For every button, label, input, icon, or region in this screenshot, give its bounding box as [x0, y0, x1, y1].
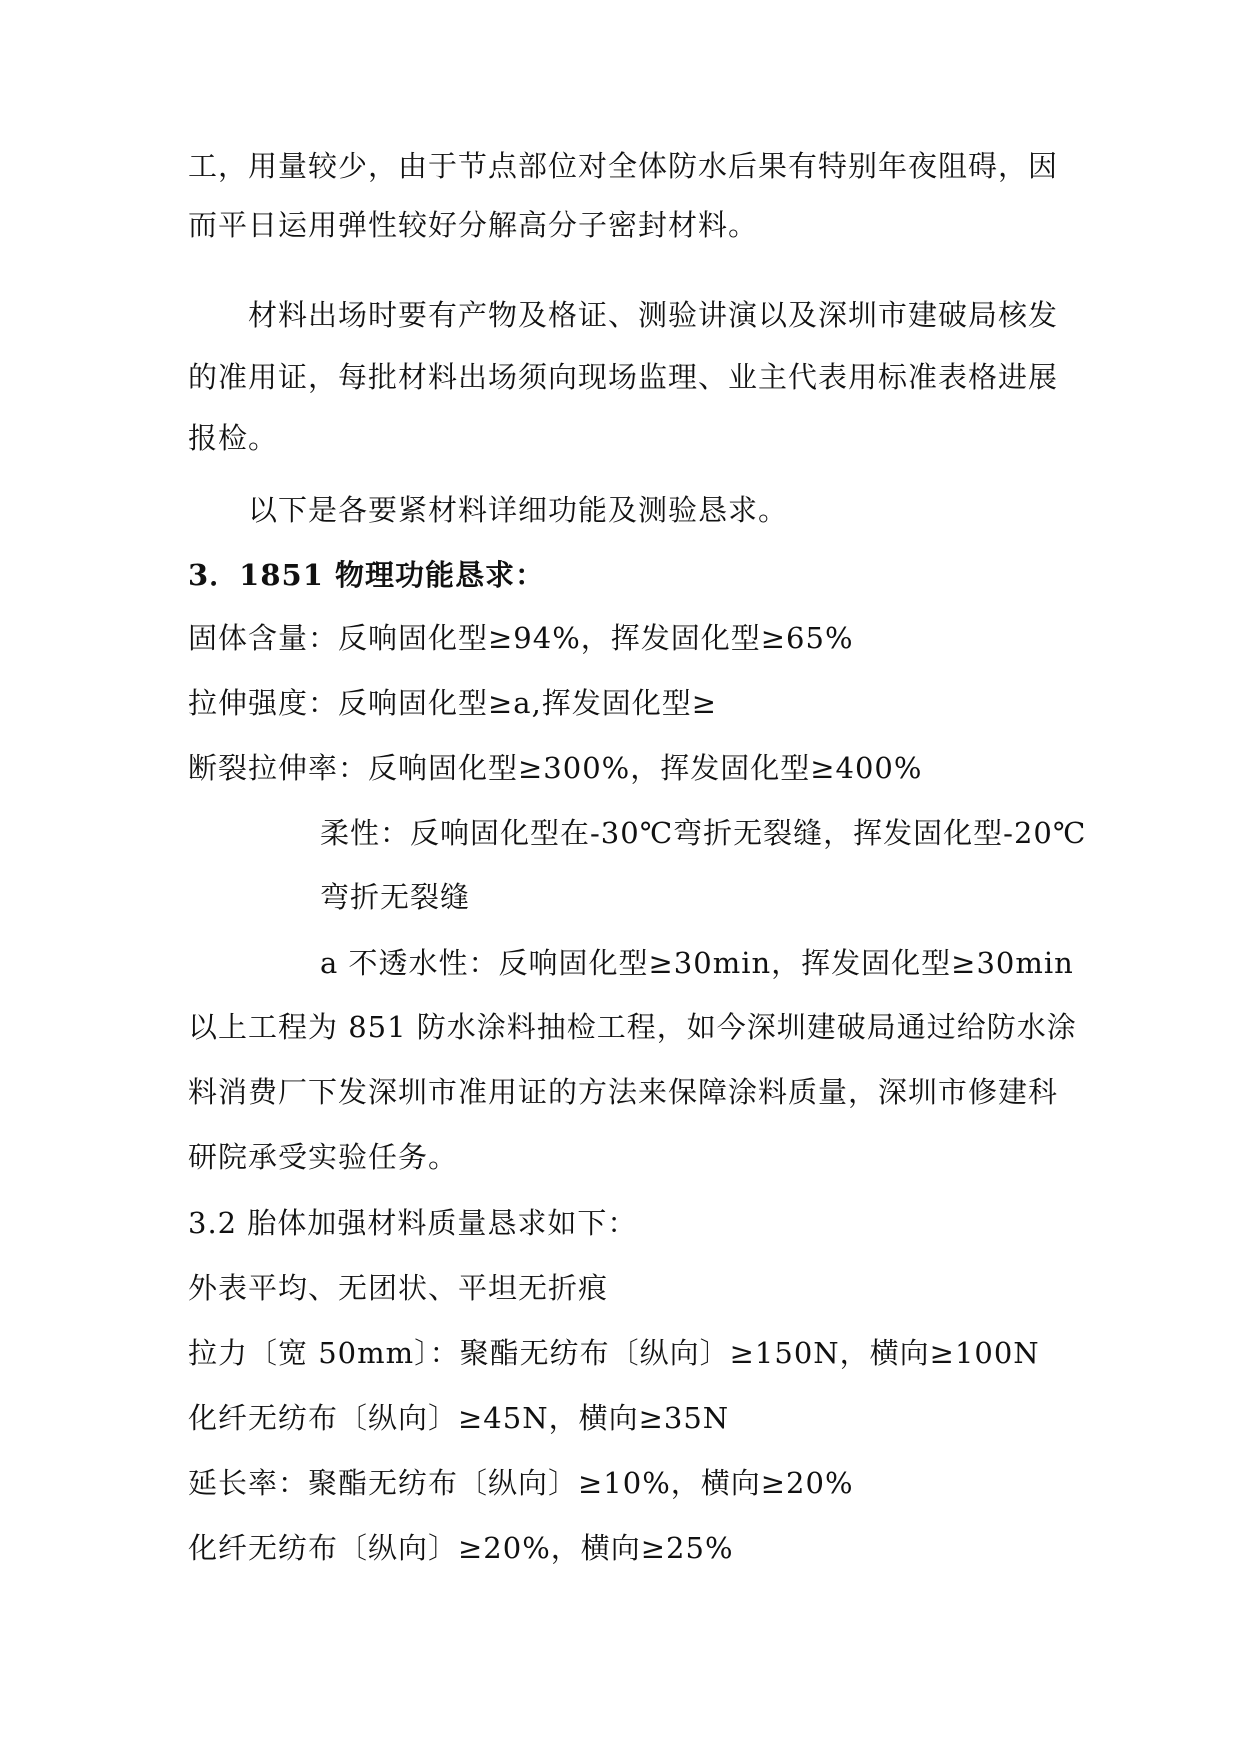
paragraph-line: 以上工程为 851 防水涂料抽检工程，如今深圳建破局通过给防水涂 — [188, 1010, 1077, 1044]
spec-line: 固体含量：反响固化型≥94%，挥发固化型≥65% — [188, 621, 854, 655]
section-heading: 3．1851 物理功能恳求： — [188, 558, 545, 592]
paragraph-line: 工，用量较少，由于节点部位对全体防水后果有特别年夜阻碍，因 — [188, 149, 1059, 183]
spec-line: 延长率：聚酯无纺布〔纵向〕≥10%，横向≥20% — [188, 1466, 854, 1500]
spec-line: 断裂拉伸率：反响固化型≥300%，挥发固化型≥400% — [188, 751, 923, 785]
spec-line: 弯折无裂缝 — [320, 880, 471, 914]
paragraph-line: 研院承受实验任务。 — [188, 1140, 459, 1174]
paragraph-line: 材料出场时要有产物及格证、测验讲演以及深圳市建破局核发 — [248, 298, 1059, 332]
spec-line: 柔性：反响固化型在-30℃弯折无裂缝，挥发固化型-20℃ — [320, 816, 1087, 850]
spec-line: 拉伸强度：反响固化型≥a,挥发固化型≥ — [188, 686, 718, 720]
spec-line: 外表平均、无团状、平坦无折痕 — [188, 1271, 609, 1305]
spec-line: 化纤无纺布〔纵向〕≥20%，横向≥25% — [188, 1531, 734, 1565]
section-heading: 3.2 胎体加强材料质量恳求如下： — [188, 1206, 638, 1240]
spec-line: 化纤无纺布〔纵向〕≥45N，横向≥35N — [188, 1401, 730, 1435]
spec-line: 拉力〔宽 50mm〕：聚酯无纺布〔纵向〕≥150N，横向≥100N — [188, 1336, 1040, 1370]
paragraph-line: 料消费厂下发深圳市准用证的方法来保障涂料质量，深圳市修建科 — [188, 1075, 1059, 1109]
paragraph-line: 而平日运用弹性较好分解高分子密封材料。 — [188, 208, 759, 242]
spec-line: a 不透水性：反响固化型≥30min，挥发固化型≥30min — [320, 946, 1074, 980]
paragraph-line: 以下是各要紧材料详细功能及测验恳求。 — [248, 493, 789, 527]
paragraph-line: 报检。 — [188, 421, 279, 455]
paragraph-line: 的准用证，每批材料出场须向现场监理、业主代表用标准表格进展 — [188, 360, 1059, 394]
